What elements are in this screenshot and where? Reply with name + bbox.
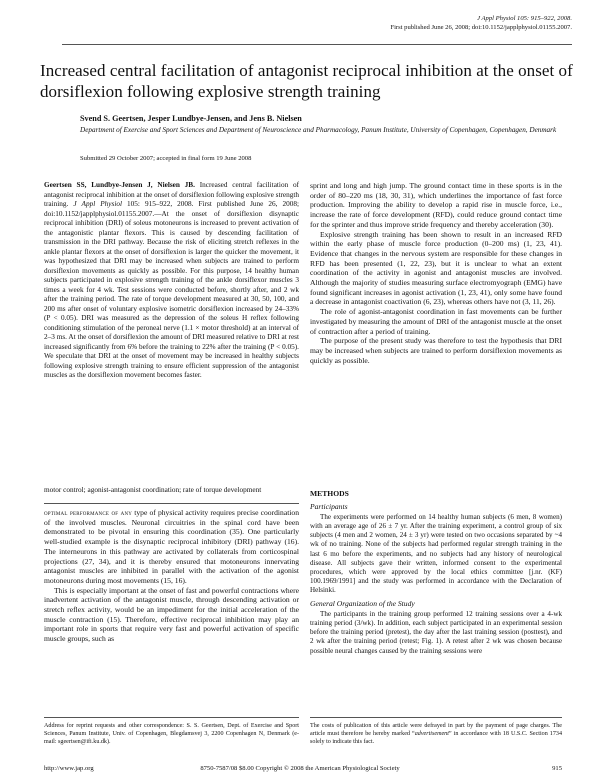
abstract-lead-title: Increased central facilitation of antagonist reciprocal inhibition at the onset of dorsiflexion following explosive strength training. [44,181,300,208]
general-organization-text: The participants in the training group performed 12 training sessions over a 4-wk training period (3/wk). In addition, each subject participated in an experimental session before the training period (pretest), the day after the last training session (posttest), and 2 wk after the training period (retest; Fig. 1). A retest after 2 wk was chosen because possible neural changes caused by the training sessions were [310,610,562,655]
abstract [44,181,299,381]
cost-footnote-start: The costs of publication of this article were defrayed in part by the payment of page charges. The article must therefore be hereby marked “ [310,723,562,737]
intro-paragraph-1 [44,508,299,586]
intro-paragraph-2: This is especially important at the onset of fast and powerful contractions where inadvertent activation of the antagonist muscle, through descending activation or stretch reflex activity, would be an impediment for the initial acceleration of the muscle contraction (15). Therefore, effective reciprocal inhibition may play an important role in sports that require very fast and powerful activation of specific muscle groups, such as [44,585,299,644]
keywords-rule [44,503,299,504]
abstract-citation: 105: 915–922, 2008. First published June 26, 2008; doi:10.1152/japplphysiol.01155.2007.— [44,200,299,218]
cost-footnote-end: ” in accordance with 18 U.S.C. Section 1734 solely to indicate this fact. [310,731,562,745]
journal-info [252,14,572,32]
right-paragraph-4: The purpose of the present study was therefore to test the hypothesis that DRI may be increased when subjects are trained to perform dorsiflexion movements as quickly as possible. [310,336,562,365]
affiliation: Department of Exercise and Sport Sciences and Department of Neuroscience and Pharmacology, Panum Institute, University of Copenhagen, Copenhagen, Denmark [80,126,557,134]
right-column-intro [310,181,562,365]
intro-smallcaps-lead: optimal performance of any [44,508,133,517]
correspondence-footnote: Address for reprint requests and other correspondence: S. S. Geertsen, Dept. of Exercise and Sport Sciences, Panum Institute, Univ. of Copenhagen, Blegdamsvej 3, 2200 Copenhagen N, Denmark (e-mail: sgeertsen@ifi.ku.dk). [44,723,299,745]
right-paragraph-1: sprint and long and high jump. The ground contact time in these sports is in the order of 80–220 ms (18, 30, 31), which underlines the importance of fast force production. Improving the ability to develop a rapid rise in muscle force, i.e., increase the rate of force development (RFD), could reduce ground contact time for the sprinter and thus improve stride frequency and thereby acceleration (30). [310,181,562,229]
right-paragraph-3: The role of agonist-antagonist coordination in fast movements can be further investigated by measuring the amount of DRI of the antagonist muscle at the onset of contraction after a period of training. [310,307,562,336]
footnote-rule-left [44,717,299,718]
footer-url[interactable]: http://www.jap.org [44,765,94,772]
page-number: 915 [552,765,562,772]
methods-heading: METHODS [310,489,349,498]
footnote-rule-right [310,717,562,718]
header-rule [62,44,572,45]
right-paragraph-2: Explosive strength training has been shown to result in an increased RFD within the early phase of muscle force production (0–200 ms) (1, 23, 41). Evidence that changes in the nervous system are responsible for these changes in RFD has been presented (1, 22, 23), but it is unclear to what an extent coordination of the activity in agonist and antagonist muscles are involved. Although the majority of studies measuring surface electromyograph (EMG) have found significant increases in agonist activation (1, 23, 41), only some have found a decrease in antagonist coactivation (6, 23), whereas others have not (3, 11, 26). [310,229,562,307]
article-title: Increased central facilitation of antagonist reciprocal inhibition at the onset of dorsiflexion following explosive strength training [40,61,573,101]
introduction [44,508,299,644]
cost-footnote-italic: advertisement [414,731,449,737]
abstract-journal-ref: J Appl Physiol [73,200,122,208]
abstract-body: At the onset of dorsiflexion disynaptic reciprocal inhibition (DRI) of soleus motoneurons is increased to prevent activation of the antagonistic plantar flexors. This is caused by descending facilitation of transmission in the DRI pathway. Because the risk of eliciting stretch reflexes in the ankle plantar flexors at the onset of dorsiflexion is larger the quicker the movement, it was hypothesized that DRI may be increased when subjects are trained to perform dorsiflexion movements as quickly as possible. For this purpose, 14 healthy human subjects participated in explosive strength training of the ankle dorsiflexor muscles 3 times a week for 4 wk. Test sessions were conducted before, shortly after, and 2 wk after the training period. The rate of torque development measured at 30, 50, 100, and 200 ms after onset of voluntary explosive isometric dorsiflexion increased by 24–33% (P < 0.05). DRI was measured as the depression of the soleus H reflex following conditioning stimulation of the peroneal nerve (1.1 × motor threshold) at an interval of 2–3 ms. At the onset of dorsiflexion the amount of DRI measured relative to DRI at rest increased significantly from 6% before the training to 22% after the training (P < 0.05). We speculate that DRI at the onset of movement may be increased in healthy subjects following explosive strength training to ensure efficient suppression of the antagonist muscles as the dorsiflexion movement becomes faster. [44,209,299,379]
methods-section [310,482,562,656]
participants-heading: Participants [310,502,348,512]
publication-cost-footnote [310,722,562,746]
submitted-date: Submitted 29 October 2007; accepted in final form 19 June 2008 [80,155,252,162]
general-organization-heading: General Organization of the Study [310,599,415,609]
footer-copyright: 8750-7587/08 $8.00 Copyright © 2008 the American Physiological Society [200,765,400,772]
journal-citation: J Appl Physiol 105: 915–922, 2008. [477,15,572,22]
participants-text: The experiments were performed on 14 healthy human subjects (6 men, 8 women) with an average age of 26 ± 7 yr. After the training experiment, a control group of six subjects (4 men and 2 women, 24 ± 3 yr) were tested on two occasions separated by ~4 wk of no training. None of the subjects had performed regular strength training in the last 6 mo before the experiments, and no subjects had any history of neurological disease. All subjects gave their written, informed consent to the experimental procedures, which were approved by the local ethics committee [j.nr. (KF) 100.1969/1991] and the study was performed in accordance with the Declaration of Helsinki. [310,513,562,594]
keywords: motor control; agonist-antagonist coordination; rate of torque development [44,486,262,494]
abstract-lead-authors: Geertsen SS, Lundbye-Jensen J, Nielsen JB. [44,181,195,189]
first-published: First published June 26, 2008; doi:10.1152/japplphysiol.01155.2007. [390,24,572,31]
authors: Svend S. Geertsen, Jesper Lundbye-Jensen, and Jens B. Nielsen [80,114,302,123]
intro-p1-text: type of physical activity requires precise coordination of the involved muscles. Neuronal circuitries in the spinal cord have been demonstrated to be pivotal in ensuring this coordination (35). One particularly well-studied example is the disynaptic reciprocal inhibitory (DRI) pathway (16). The interneurons in this pathway are activated by collaterals from corticospinal projections (27, 34), and it is thereby ensured that motoneurons innervating antagonist muscles are inhibited in parallel with the activation of the agonist motoneurons during most movements (15, 16). [44,508,300,585]
